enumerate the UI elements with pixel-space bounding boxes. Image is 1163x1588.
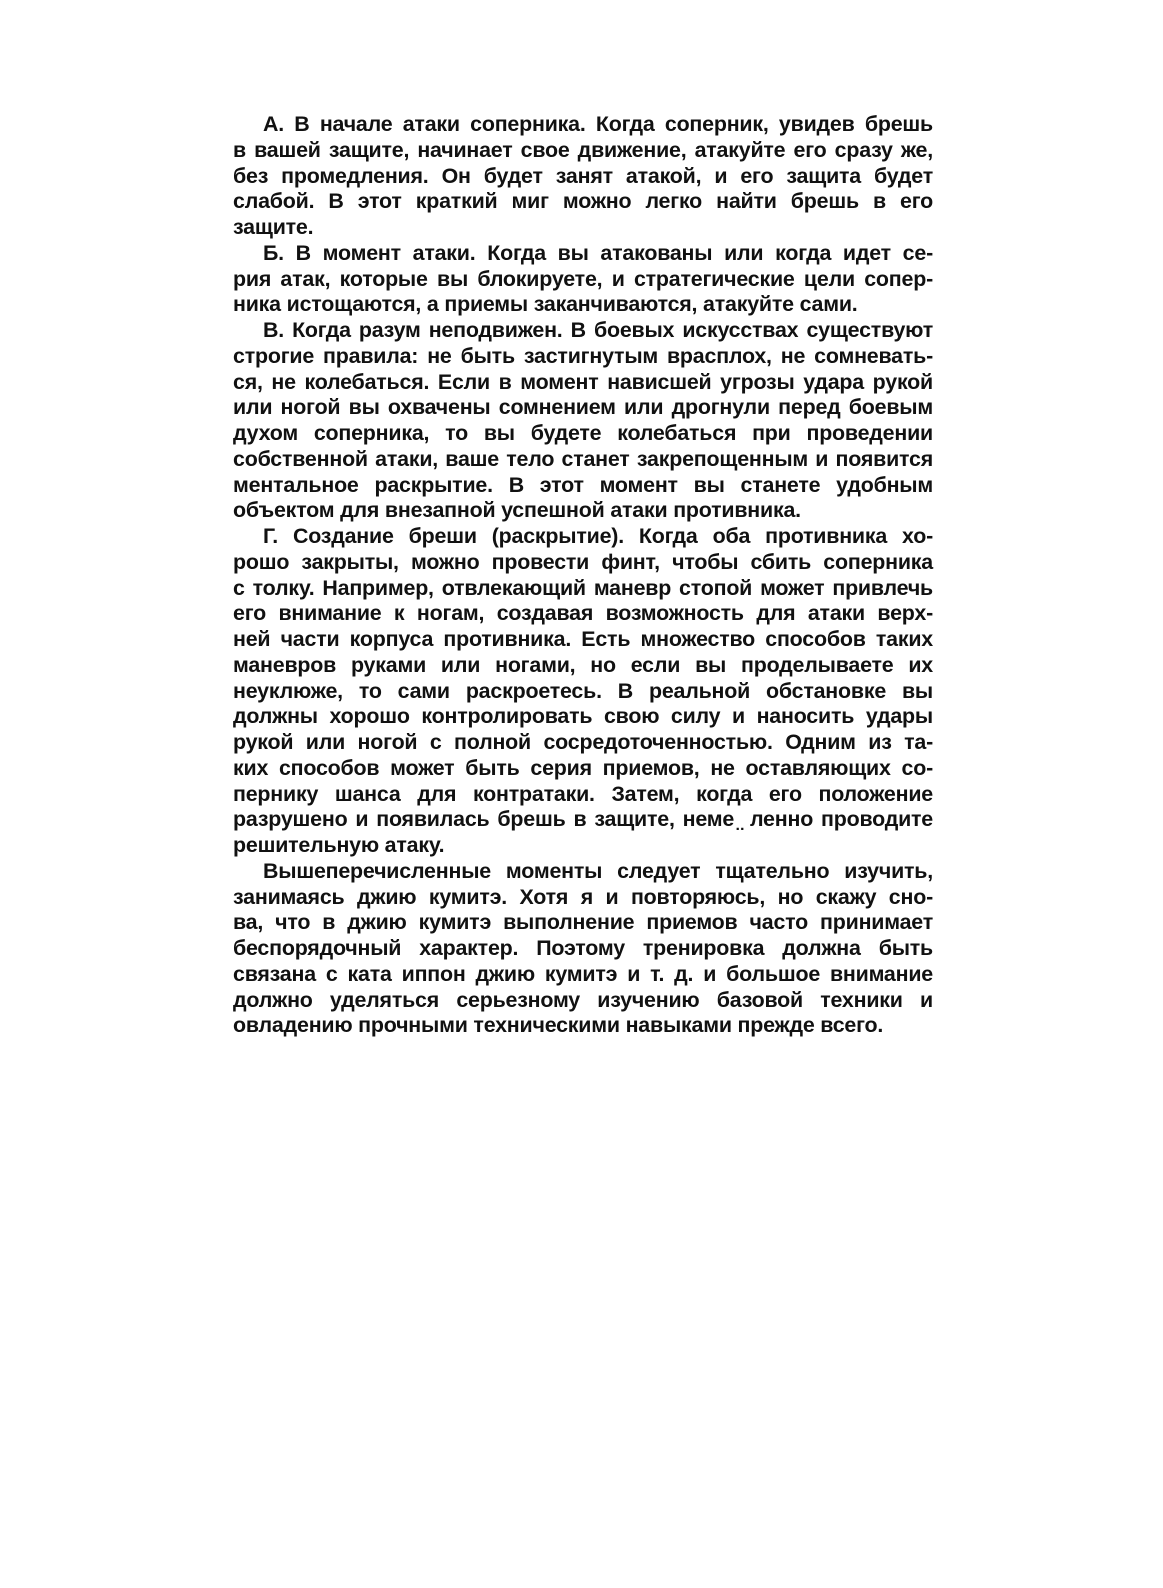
text-line: рукой или ногой с полной сосредоточенностью. Одним из та- bbox=[233, 730, 933, 754]
text-line: объектом для внезапной успешной атаки противника. bbox=[233, 498, 801, 523]
text-line: в вашей защите, начинает свое движение, атакуйте его сразу же, bbox=[233, 137, 933, 162]
text-line: рошо закрыты, можно провести финт, чтобы сбить соперника bbox=[233, 549, 933, 574]
text-line: неуклюже, то сами раскроетесь. В реальной обстановке вы bbox=[233, 678, 933, 703]
text-line: рия атак, которые вы блокируете, и стратегические цели сопер- bbox=[233, 266, 933, 291]
text-line: собственной атаки, ваше тело станет закрепощенным и появится bbox=[233, 446, 933, 471]
text-line: без промедления. Он будет занят атакой, и его защита будет bbox=[233, 163, 933, 188]
text-line: защите. bbox=[233, 215, 314, 239]
paragraph-b bbox=[233, 241, 933, 318]
text-line: А. В начале атаки соперника. Когда соперник, увидев брешь bbox=[263, 112, 933, 136]
paragraph-g bbox=[233, 524, 933, 859]
text-line: слабой. В этот краткий миг можно легко найти брешь в его bbox=[233, 189, 933, 214]
text-line: строгие правила: не быть застигнутым врасплох, не сомневать- bbox=[233, 343, 933, 368]
text-line: или ногой вы охвачены сомнением или дрогнули перед боевым bbox=[233, 395, 933, 420]
text-line: ней части корпуса противника. Есть множество способов таких bbox=[233, 627, 933, 651]
text-line: В. Когда разум неподвижен. В боевых искусствах существуют bbox=[263, 318, 933, 342]
text-line: решительную атаку. bbox=[233, 833, 445, 857]
page-body bbox=[233, 112, 933, 1039]
text-line: должны хорошо контролировать свою силу и наносить удары bbox=[233, 704, 933, 729]
text-line: пернику шанса для контратаки. Затем, когда его положение bbox=[233, 781, 933, 806]
text-line: связана с ката иппон джию кумитэ и т. д. и большое внимание bbox=[233, 961, 933, 986]
text-line: Вышеперечисленные моменты следует тщательно изучить, bbox=[263, 858, 933, 883]
text-line: ника истощаются, а приемы заканчиваются, атакуйте сами. bbox=[233, 292, 858, 317]
text-line: духом соперника, то вы будете колебаться при проведении bbox=[233, 421, 933, 445]
text-line: разрушено и появилась брешь в защите, неме ̤ ленно проводите bbox=[233, 807, 933, 832]
text-line: его внимание к ногам, создавая возможность для атаки верх- bbox=[233, 601, 933, 626]
paragraph-a bbox=[233, 112, 933, 241]
text-line: маневров руками или ногами, но если вы проделываете их bbox=[233, 652, 933, 677]
paragraph-summary bbox=[233, 859, 933, 1039]
text-line: ся, не колебаться. Если в момент нависшей угрозы удара рукой bbox=[233, 369, 933, 394]
text-line: Б. В момент атаки. Когда вы атакованы или когда идет се- bbox=[263, 240, 933, 265]
text-line: с толку. Например, отвлекающий маневр стопой может привлечь bbox=[233, 575, 933, 600]
text-line: должно уделяться серьезному изучению базовой техники и bbox=[233, 987, 933, 1012]
text-line: беспорядочный характер. Поэтому тренировка должна быть bbox=[233, 936, 933, 960]
text-line: ментальное раскрытие. В этот момент вы станете удобным bbox=[233, 472, 933, 497]
paragraph-v bbox=[233, 318, 933, 524]
text-line: ва, что в джию кумитэ выполнение приемов часто принимает bbox=[233, 910, 933, 935]
text-line: ких способов может быть серия приемов, не оставляющих со- bbox=[233, 755, 933, 780]
text-line: овладению прочными техническими навыками прежде всего. bbox=[233, 1013, 884, 1038]
text-line: Г. Создание бреши (раскрытие). Когда оба противника хо- bbox=[263, 524, 933, 548]
text-line: занимаясь джию кумитэ. Хотя я и повторяюсь, но скажу сно- bbox=[233, 884, 933, 909]
